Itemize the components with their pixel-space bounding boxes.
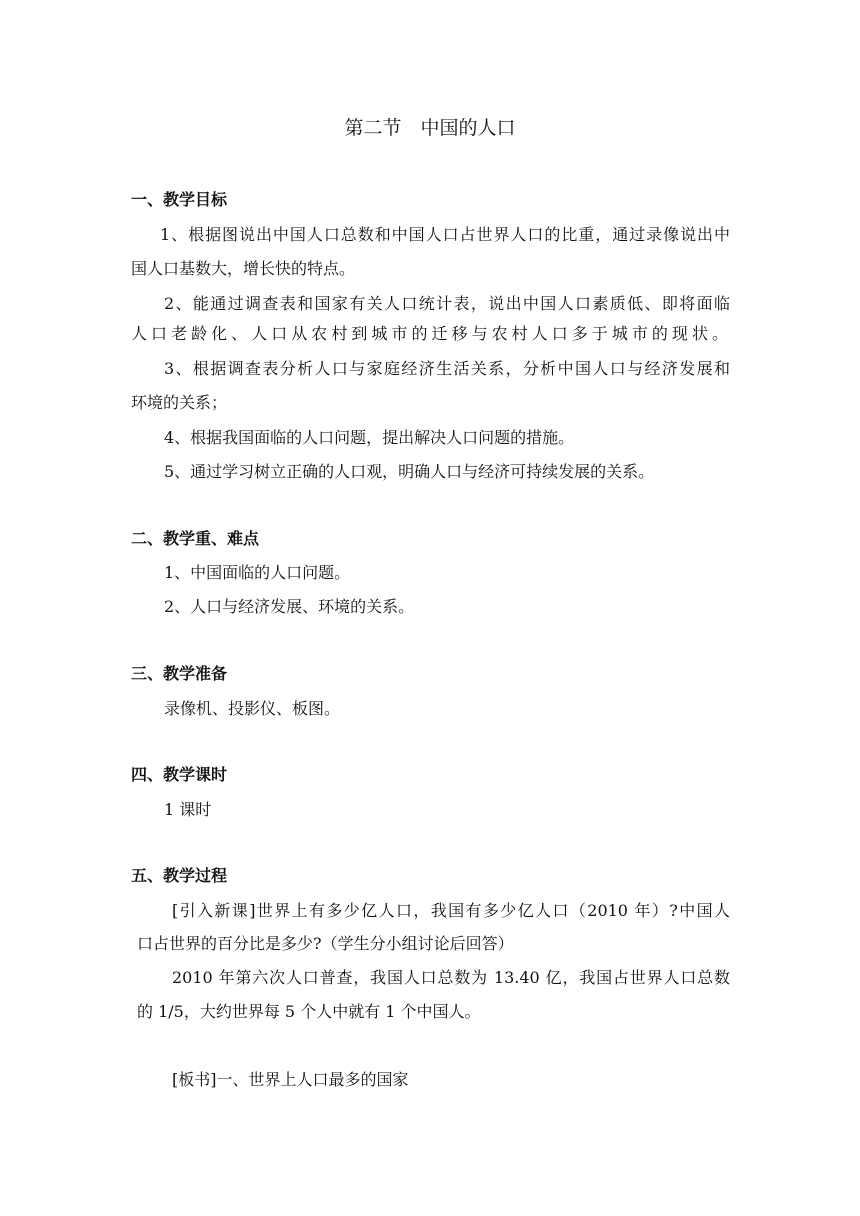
process-line: 口占世界的百分比是多少?（学生分小组讨论后回答） xyxy=(137,934,514,953)
process-line: [板书]一、世界上人口最多的国家 xyxy=(172,1070,409,1089)
process-line: [引入新课]世界上有多少亿人口，我国有多少亿人口（2010 年）?中国人 xyxy=(172,901,730,920)
preparation-line: 录像机、投影仪、板图。 xyxy=(164,699,341,718)
section-heading-key-points: 二、教学重、难点 xyxy=(131,529,260,548)
goal-line: 人口老龄化、人口从农村到城市的迁移与农村人口多于城市的现状。 xyxy=(131,324,728,343)
goal-line: 5、通过学习树立正确的人口观，明确人口与经济可持续发展的关系。 xyxy=(164,462,655,481)
goal-line: 4、根据我国面临的人口问题，提出解决人口问题的措施。 xyxy=(164,428,575,447)
goal-line: 1、根据图说出中国人口总数和中国人口占世界人口的比重，通过录像说出中 xyxy=(160,225,730,244)
page-title: 第二节 中国的人口 xyxy=(344,117,516,139)
goal-line: 2、能通过调查表和国家有关人口统计表，说出中国人口素质低、即将面临 xyxy=(164,294,730,313)
process-line: 2010 年第六次人口普查，我国人口总数为 13.40 亿，我国占世界人口总数 xyxy=(172,968,730,987)
section-heading-process: 五、教学过程 xyxy=(131,866,228,885)
section-heading-hours: 四、教学课时 xyxy=(131,765,228,784)
process-line: 的 1/5，大约世界每 5 个人中就有 1 个中国人。 xyxy=(137,1002,481,1021)
key-point-line: 2、人口与经济发展、环境的关系。 xyxy=(164,597,415,616)
hours-line: 1 课时 xyxy=(164,800,212,819)
goal-line: 3、根据调查表分析人口与家庭经济生活关系，分析中国人口与经济发展和 xyxy=(164,359,730,378)
goal-line: 国人口基数大，增长快的特点。 xyxy=(131,259,356,278)
section-heading-preparation: 三、教学准备 xyxy=(131,664,228,683)
key-point-line: 1、中国面临的人口问题。 xyxy=(164,563,351,582)
section-heading-goals: 一、教学目标 xyxy=(131,190,228,209)
goal-line: 环境的关系； xyxy=(131,393,228,412)
